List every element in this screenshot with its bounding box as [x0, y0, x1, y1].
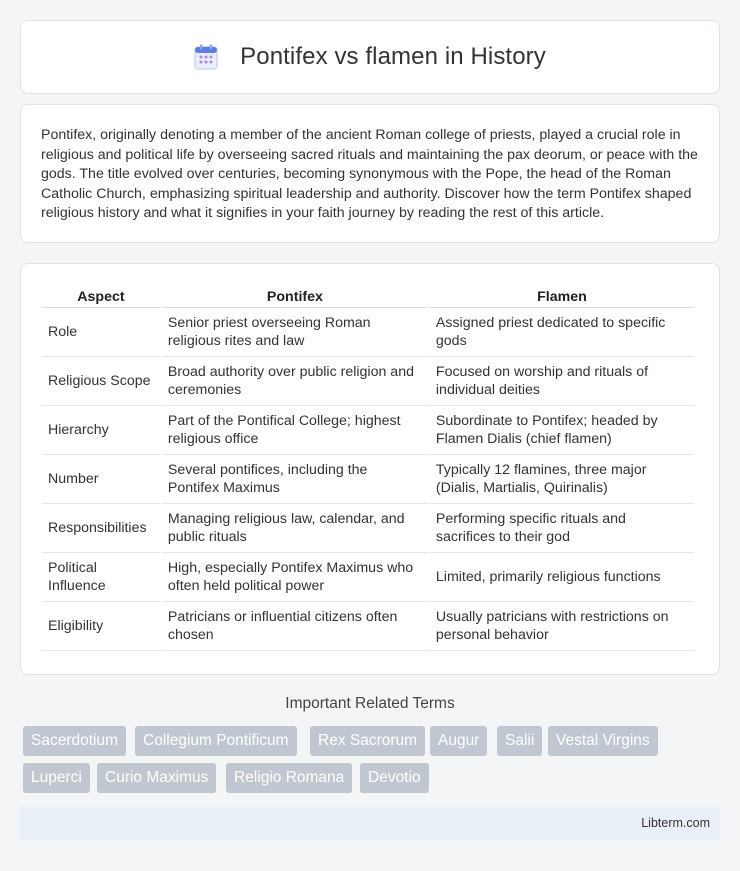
term-tag[interactable]: Augur	[430, 726, 487, 756]
header-pontifex: Pontifex	[162, 286, 428, 308]
term-tag[interactable]: Curio Maximus	[97, 763, 216, 793]
intro-text: Pontifex, originally denoting a member of the ancient Roman college of priests, played a crucial role in religious and political life by overseeing sacred rituals and maintaining the pax deorum, or peace with the gods. The title evolved over centuries, becoming synonymous with the Pope, the head of the Roman Catholic Church, emphasizing spiritual leadership and authority. Discover how the term Pontifex shaped religious history and what it signifies in your faith journey by reading the rest of this article.	[41, 127, 698, 222]
footer	[20, 807, 720, 840]
flamen-cell: Limited, primarily religious functions	[430, 553, 694, 602]
footer-site-link[interactable]: Libterm.com	[641, 816, 710, 830]
flamen-cell: Assigned priest dedicated to specific gods	[430, 308, 694, 357]
pontifex-cell: Several pontifices, including the Pontifex Maximus	[162, 455, 428, 504]
header-card	[20, 20, 720, 94]
flamen-cell: Performing specific rituals and sacrifices to their god	[430, 504, 694, 553]
table-row	[42, 602, 694, 651]
calendar-icon	[194, 44, 218, 70]
flamen-cell: Typically 12 flamines, three major (Dialis, Martialis, Quirinalis)	[430, 455, 694, 504]
table-header-row	[42, 286, 694, 308]
pontifex-cell: Broad authority over public religion and ceremonies	[162, 357, 428, 406]
pontifex-cell: Managing religious law, calendar, and public rituals	[162, 504, 428, 553]
term-tag[interactable]: Devotio	[360, 763, 429, 793]
pontifex-cell: High, especially Pontifex Maximus who often held political power	[162, 553, 428, 602]
related-terms-title: Important Related Terms	[285, 695, 455, 712]
intro-card	[20, 104, 720, 243]
table-row	[42, 308, 694, 357]
header-aspect: Aspect	[42, 286, 160, 308]
flamen-cell: Usually patricians with restrictions on personal behavior	[430, 602, 694, 651]
pontifex-cell: Senior priest overseeing Roman religious rites and law	[162, 308, 428, 357]
aspect-cell: Eligibility	[42, 602, 160, 651]
header-flamen: Flamen	[430, 286, 694, 308]
aspect-cell: Political Influence	[42, 553, 160, 602]
pontifex-cell: Patricians or influential citizens often chosen	[162, 602, 428, 651]
term-tag[interactable]: Vestal Virgins	[548, 726, 658, 756]
flamen-cell: Subordinate to Pontifex; headed by Flamen Dialis (chief flamen)	[430, 406, 694, 455]
page-title: Pontifex vs flamen in History	[240, 43, 546, 70]
term-tag[interactable]: Rex Sacrorum	[310, 726, 425, 756]
aspect-cell: Number	[42, 455, 160, 504]
flamen-cell: Focused on worship and rituals of individual deities	[430, 357, 694, 406]
table-row	[42, 504, 694, 553]
term-tag[interactable]: Collegium Pontificum	[135, 726, 297, 756]
aspect-cell: Hierarchy	[42, 406, 160, 455]
table-row	[42, 553, 694, 602]
table-row	[42, 455, 694, 504]
comparison-card	[20, 263, 720, 675]
table-row	[42, 406, 694, 455]
term-tag[interactable]: Sacerdotium	[23, 726, 126, 756]
term-tag[interactable]: Salii	[497, 726, 542, 756]
aspect-cell: Role	[42, 308, 160, 357]
aspect-cell: Religious Scope	[42, 357, 160, 406]
pontifex-cell: Part of the Pontifical College; highest religious office	[162, 406, 428, 455]
aspect-cell: Responsibilities	[42, 504, 160, 553]
comparison-table	[40, 286, 696, 651]
table-row	[42, 357, 694, 406]
term-tag[interactable]: Luperci	[23, 763, 90, 793]
term-tag[interactable]: Religio Romana	[226, 763, 352, 793]
